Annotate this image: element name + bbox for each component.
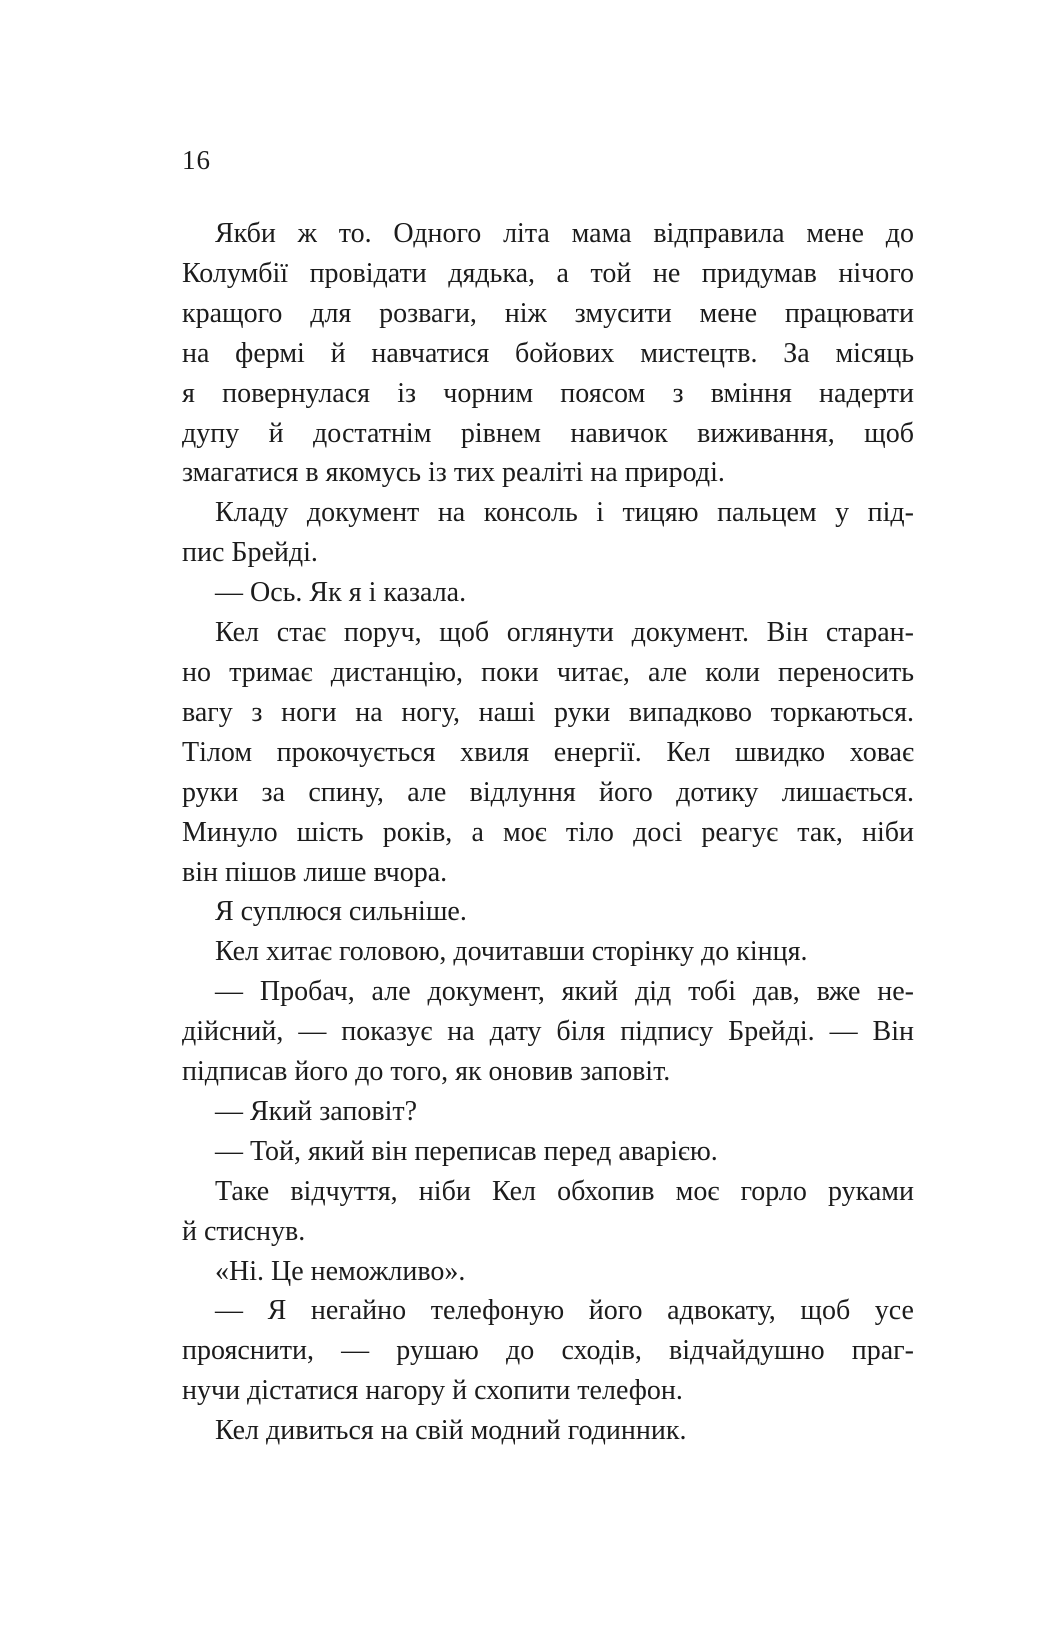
text-line: вагу з ноги на ногу, наші руки випадково торкаються. bbox=[182, 696, 914, 728]
paragraph-dialogue bbox=[182, 573, 914, 613]
text-line: Минуло шість років, а моє тіло досі реагує так, ніби bbox=[182, 816, 914, 848]
text-line: Кел стає поруч, щоб оглянути документ. Він старан- bbox=[215, 617, 914, 649]
text-line: дійсний, — показує на дату біля підпису Брейді. — Він bbox=[182, 1016, 914, 1048]
text-line: на фермі й навчатися бойових мистецтв. За місяць bbox=[182, 337, 914, 369]
text-line: — Який заповіт? bbox=[215, 1095, 418, 1127]
paragraph bbox=[182, 493, 914, 573]
text-line: — Ось. Як я і казала. bbox=[215, 577, 467, 609]
text-line: й стиснув. bbox=[182, 1215, 306, 1247]
body-text bbox=[182, 214, 914, 1451]
text-line: Якби ж то. Одного літа мама відправила мене до bbox=[215, 218, 914, 249]
text-line: Тілом прокочується хвиля енергії. Кел швидко ховає bbox=[182, 736, 914, 768]
paragraph bbox=[182, 214, 914, 493]
text-line: руки за спину, але відлуння його дотику лишається. bbox=[182, 776, 914, 808]
text-line: дупу й достатнім рівнем навичок виживання, щоб bbox=[182, 417, 914, 449]
paragraph bbox=[182, 613, 914, 892]
text-line: Таке відчуття, ніби Кел обхопив моє горло руками bbox=[215, 1175, 914, 1207]
paragraph bbox=[182, 932, 914, 972]
text-line: Кел дивиться на свій модний годинник. bbox=[215, 1415, 687, 1447]
paragraph bbox=[182, 1411, 914, 1451]
text-line: прояснити, — рушаю до сходів, відчайдушно праг- bbox=[182, 1335, 914, 1367]
paragraph bbox=[182, 1172, 914, 1252]
text-line: нучи дістатися нагору й схопити телефон. bbox=[182, 1375, 683, 1407]
text-line: змагатися в якомусь із тих реаліті на природі. bbox=[182, 457, 725, 489]
text-line: «Ні. Це неможливо». bbox=[215, 1255, 466, 1287]
text-line: кращого для розваги, ніж змусити мене працювати bbox=[182, 297, 914, 329]
text-line: Кладу документ на консоль і тицяю пальцем у під- bbox=[215, 497, 914, 529]
text-line: пис Брейді. bbox=[182, 537, 318, 569]
text-line: я повернулася із чорним поясом з вміння надерти bbox=[182, 377, 914, 409]
paragraph-dialogue bbox=[182, 1092, 914, 1132]
paragraph bbox=[182, 1252, 914, 1292]
text-line: Я суплюся сильніше. bbox=[215, 896, 467, 928]
text-line: — Я негайно телефоную його адвокату, щоб усе bbox=[215, 1295, 914, 1327]
text-line: він пішов лише вчора. bbox=[182, 856, 448, 888]
text-line: підписав його до того, як оновив заповіт. bbox=[182, 1056, 671, 1088]
paragraph-dialogue bbox=[182, 1291, 914, 1411]
paragraph-dialogue bbox=[182, 1132, 914, 1172]
paragraph bbox=[182, 892, 914, 932]
text-line: — Пробач, але документ, який дід тобі дав, вже не- bbox=[215, 976, 914, 1008]
text-line: но тримає дистанцію, поки читає, але коли переносить bbox=[182, 656, 914, 688]
paragraph-dialogue bbox=[182, 972, 914, 1092]
text-line: Колумбії провідати дядька, а той не придумав нічого bbox=[182, 257, 914, 289]
page-number: 16 bbox=[182, 145, 211, 175]
text-line: Кел хитає головою, дочитавши сторінку до кінця. bbox=[215, 936, 808, 968]
text-line: — Той, який він переписав перед аварією. bbox=[215, 1135, 718, 1167]
